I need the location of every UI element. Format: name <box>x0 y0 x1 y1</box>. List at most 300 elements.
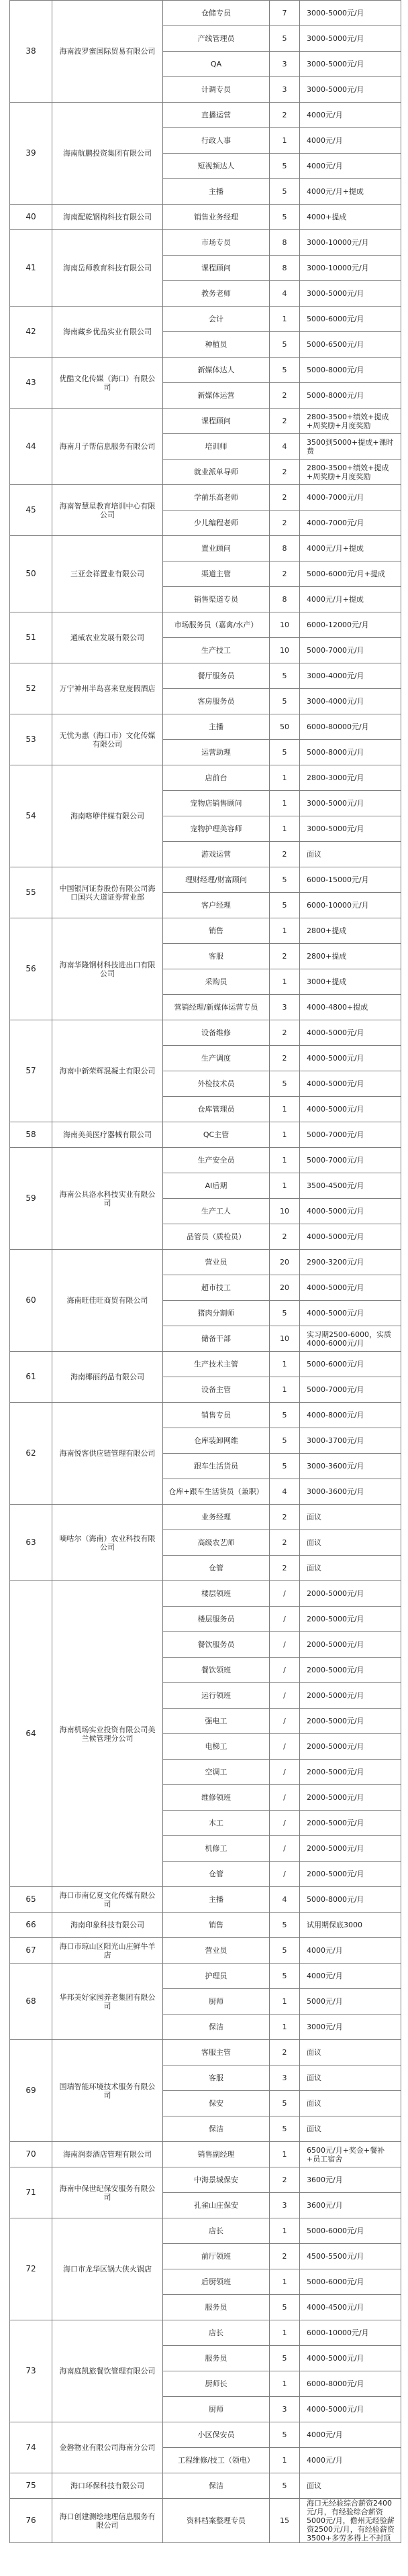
headcount-cell: 2 <box>270 944 300 969</box>
salary-cell: 面议 <box>300 2473 401 2499</box>
position-cell: 服务员 <box>163 2346 270 2371</box>
salary-cell: 海口无经验综合薪资2400元/月，有经验综合薪资5000元/月，儋州无经验薪资2500元/月，有经验薪资3500+多劳多得上不封顶 <box>300 2499 401 2543</box>
salary-cell: 4000-5000元/月 <box>300 1071 401 1097</box>
headcount-cell: 5 <box>270 26 300 52</box>
table-row <box>10 1964 401 1989</box>
position-cell: 营销经理/新媒体运营专员 <box>163 995 270 1020</box>
salary-cell: 3000-5000元/月 <box>300 26 401 52</box>
position-cell: 种植员 <box>163 332 270 358</box>
headcount-cell: 5 <box>270 358 300 383</box>
salary-cell: 4000元/月+提成 <box>300 536 401 561</box>
salary-cell: 3500-4500元/月 <box>300 1173 401 1199</box>
position-cell: AI后期 <box>163 1173 270 1199</box>
headcount-cell: 2 <box>270 2244 300 2269</box>
headcount-cell: / <box>270 1734 300 1760</box>
position-cell: 孔雀山庄保安 <box>163 2193 270 2218</box>
headcount-cell: 1 <box>270 2448 300 2473</box>
salary-cell: 试用期保底3000 <box>300 1913 401 1938</box>
company-name-cell: 海南旺佳旺商贸有限公司 <box>52 1250 163 1352</box>
salary-cell: 面议 <box>300 1556 401 1581</box>
company-name-cell: 海南月子帮信息服务有限公司 <box>52 409 163 485</box>
position-cell: 学前乐高老师 <box>163 485 270 511</box>
position-cell: 游戏运营 <box>163 842 270 867</box>
position-cell: 楼层领班 <box>163 1581 270 1607</box>
position-cell: 设备维修 <box>163 1020 270 1046</box>
table-row <box>10 2142 401 2167</box>
position-cell: 生产技工 <box>163 638 270 663</box>
headcount-cell: 5 <box>270 1301 300 1326</box>
position-cell: 储备干部 <box>163 1326 270 1352</box>
position-cell: 教务老师 <box>163 281 270 307</box>
position-cell: 店长 <box>163 2218 270 2244</box>
headcount-cell: 1 <box>270 1097 300 1122</box>
salary-cell: 2000-5000元/月 <box>300 1811 401 1836</box>
headcount-cell: 2 <box>270 485 300 511</box>
position-cell: 新媒体达人 <box>163 358 270 383</box>
salary-cell: 3000-5000元/月 <box>300 77 401 103</box>
table-row <box>10 307 401 332</box>
table-row <box>10 1148 401 1173</box>
row-number-cell: 56 <box>10 918 52 1020</box>
row-number-cell: 66 <box>10 1913 52 1938</box>
salary-cell: 3000-3700元/月 <box>300 1428 401 1454</box>
position-cell: 仓库+跟车生活货员（兼职） <box>163 1479 270 1505</box>
position-cell: 厨师长 <box>163 2371 270 2397</box>
salary-cell: 2900-3200元/月 <box>300 1250 401 1275</box>
position-cell: 资料档案整理专员 <box>163 2499 270 2543</box>
headcount-cell: 1 <box>270 2371 300 2397</box>
salary-cell: 2000-5000元/月 <box>300 1836 401 1862</box>
headcount-cell: 2 <box>270 511 300 536</box>
table-row <box>10 409 401 434</box>
company-name-cell: 海南配乾钢构科技有限公司 <box>52 205 163 230</box>
company-name-cell: 海南中新荣辉混凝土有限公司 <box>52 1020 163 1122</box>
salary-cell: 4000元/月 <box>300 1938 401 1964</box>
position-cell: 维修领班 <box>163 1785 270 1811</box>
salary-cell: 4000-4800+提成 <box>300 995 401 1020</box>
table-row <box>10 1913 401 1938</box>
headcount-cell: 1 <box>270 816 300 842</box>
position-cell: 宠物店销售顾问 <box>163 791 270 816</box>
position-cell: 主播 <box>163 714 270 740</box>
headcount-cell: 2 <box>270 1505 300 1530</box>
row-number-cell: 41 <box>10 230 52 307</box>
headcount-cell: 1 <box>270 307 300 332</box>
row-number-cell: 40 <box>10 205 52 230</box>
position-cell: 餐厅服务员 <box>163 663 270 689</box>
row-number-cell: 54 <box>10 765 52 867</box>
headcount-cell: / <box>270 1811 300 1836</box>
salary-cell: 3000-5000元/月 <box>300 281 401 307</box>
headcount-cell: 2 <box>270 103 300 128</box>
position-cell: 店长 <box>163 2320 270 2346</box>
position-cell: 行政人事 <box>163 128 270 154</box>
salary-cell: 5000-6000元/月 <box>300 2218 401 2244</box>
headcount-cell: 5 <box>270 1964 300 1989</box>
company-name-cell: 金磐物业有限公司海南分公司 <box>52 2422 163 2473</box>
position-cell: 服务员 <box>163 2295 270 2320</box>
position-cell: 超市技工 <box>163 1275 270 1301</box>
position-cell: 空调工 <box>163 1760 270 1785</box>
company-name-cell: 国瑞智能环境技术服务有限公司 <box>52 2040 163 2142</box>
position-cell: 电梯工 <box>163 1734 270 1760</box>
row-number-cell: 39 <box>10 103 52 205</box>
salary-cell: 面议 <box>300 2040 401 2065</box>
row-number-cell: 60 <box>10 1250 52 1352</box>
salary-cell: 2000-5000元/月 <box>300 1658 401 1683</box>
salary-cell: 3000-5000元/月 <box>300 791 401 816</box>
position-cell: 运行领班 <box>163 1683 270 1709</box>
row-number-cell: 62 <box>10 1403 52 1505</box>
row-number-cell: 52 <box>10 663 52 714</box>
headcount-cell: 1 <box>270 918 300 944</box>
position-cell: 少儿编程老师 <box>163 511 270 536</box>
salary-cell: 面议 <box>300 2091 401 2116</box>
row-number-cell: 65 <box>10 1887 52 1913</box>
headcount-cell: 1 <box>270 2142 300 2167</box>
position-cell: 高级农艺师 <box>163 1530 270 1556</box>
salary-cell: 2800-3000元/月 <box>300 765 401 791</box>
row-number-cell: 57 <box>10 1020 52 1122</box>
company-name-cell: 海南机场实业投资有限公司美兰候管理分公司 <box>52 1581 163 1887</box>
company-name-cell: 海南庭凯旅餐饮管理有限公司 <box>52 2320 163 2422</box>
salary-cell: 4000-5000元/月 <box>300 1199 401 1224</box>
headcount-cell: 5 <box>270 2473 300 2499</box>
table-row <box>10 2040 401 2065</box>
position-cell: 销售 <box>163 1913 270 1938</box>
position-cell: 设备主管 <box>163 1377 270 1403</box>
table-row <box>10 714 401 740</box>
position-cell: 护理员 <box>163 1964 270 1989</box>
position-cell: 机修工 <box>163 1836 270 1862</box>
row-number-cell: 42 <box>10 307 52 358</box>
salary-cell: 3000-10000元/月 <box>300 256 401 281</box>
headcount-cell: 2 <box>270 561 300 587</box>
table-row <box>10 1938 401 1964</box>
headcount-cell: 2 <box>270 842 300 867</box>
position-cell: 生产安全员 <box>163 1148 270 1173</box>
salary-cell: 2000-5000元/月 <box>300 1709 401 1734</box>
table-row <box>10 536 401 561</box>
position-cell: 销售业务经理 <box>163 205 270 230</box>
company-name-cell: 海南咯咿伴媒有限公司 <box>52 765 163 867</box>
salary-cell: 面议 <box>300 2116 401 2142</box>
position-cell: 保洁 <box>163 2473 270 2499</box>
salary-cell: 4000元/月 <box>300 154 401 179</box>
company-name-cell: 优酷文化传媒（海口）有限公司 <box>52 358 163 409</box>
headcount-cell: 5 <box>270 2116 300 2142</box>
position-cell: 楼层服务员 <box>163 1607 270 1632</box>
table-row <box>10 205 401 230</box>
position-cell: 客服 <box>163 944 270 969</box>
salary-cell: 3000-4000元/月 <box>300 663 401 689</box>
position-cell: 仓库管理员 <box>163 1097 270 1122</box>
position-cell: 新媒体运营 <box>163 383 270 409</box>
position-cell: 运营助理 <box>163 740 270 765</box>
headcount-cell: 10 <box>270 1326 300 1352</box>
salary-cell: 5000元/月 <box>300 1989 401 2015</box>
position-cell: 跟车生活货员 <box>163 1454 270 1479</box>
row-number-cell: 76 <box>10 2499 52 2543</box>
headcount-cell: 5 <box>270 1454 300 1479</box>
row-number-cell: 59 <box>10 1148 52 1250</box>
headcount-cell: 2 <box>270 1046 300 1071</box>
position-cell: 销售渠道专员 <box>163 587 270 612</box>
position-cell: 工程维修/技工（领电） <box>163 2448 270 2473</box>
headcount-cell: 5 <box>270 2422 300 2448</box>
company-name-cell: 海南岳师教育科技有限公司 <box>52 230 163 307</box>
table-row <box>10 2167 401 2193</box>
headcount-cell: 5 <box>270 2091 300 2116</box>
salary-cell: 5000-8000元/月 <box>300 383 401 409</box>
company-name-cell: 海口市南亿夏文化传媒有限公司 <box>52 1887 163 1913</box>
table-row <box>10 1250 401 1275</box>
position-cell: 保安 <box>163 2091 270 2116</box>
headcount-cell: 1 <box>270 1122 300 1148</box>
salary-cell: 4000-5000元/月 <box>300 2346 401 2371</box>
table-row <box>10 358 401 383</box>
headcount-cell: 5 <box>270 2295 300 2320</box>
headcount-cell: 2 <box>270 1020 300 1046</box>
row-number-cell: 63 <box>10 1505 52 1581</box>
headcount-cell: 4 <box>270 434 300 460</box>
table-row <box>10 2422 401 2448</box>
position-cell: 市场专员 <box>163 230 270 256</box>
salary-cell: 3000-10000元/月 <box>300 230 401 256</box>
salary-cell: 2000-5000元/月 <box>300 1760 401 1785</box>
headcount-cell: 2 <box>270 1530 300 1556</box>
position-cell: 仓管 <box>163 1556 270 1581</box>
position-cell: 培训师 <box>163 434 270 460</box>
headcount-cell: 5 <box>270 1938 300 1964</box>
row-number-cell: 61 <box>10 1352 52 1403</box>
headcount-cell: 5 <box>270 1071 300 1097</box>
salary-cell: 3500到5000+提成+课时费 <box>300 434 401 460</box>
position-cell: 课程顾问 <box>163 256 270 281</box>
headcount-cell: 7 <box>270 1 300 26</box>
company-name-cell: 华邦美好家园养老集团有限公司 <box>52 1964 163 2040</box>
company-name-cell: 海南美美医疗器械有限公司 <box>52 1122 163 1148</box>
salary-cell: 5000-6000元/月 <box>300 2269 401 2295</box>
salary-cell: 4000元/月 <box>300 1964 401 1989</box>
position-cell: 仓管 <box>163 1862 270 1887</box>
salary-cell: 4000元/月 <box>300 2422 401 2448</box>
salary-cell: 4000元/月 <box>300 103 401 128</box>
salary-cell: 4000元/月+提成 <box>300 587 401 612</box>
company-name-cell: 海南公具洛水科技实业有限公司 <box>52 1148 163 1250</box>
salary-cell: 5000-8000元/月 <box>300 1887 401 1913</box>
salary-cell: 4000-5000元/月 <box>300 2397 401 2422</box>
position-cell: 仓储专员 <box>163 1 270 26</box>
table-row <box>10 2499 401 2543</box>
row-number-cell: 68 <box>10 1964 52 2040</box>
headcount-cell: 10 <box>270 638 300 663</box>
row-number-cell: 75 <box>10 2473 52 2499</box>
headcount-cell: 20 <box>270 1275 300 1301</box>
position-cell: 厨师 <box>163 1989 270 2015</box>
position-cell: 宠物护理美容师 <box>163 816 270 842</box>
salary-cell: 4000-7000元/月 <box>300 511 401 536</box>
table-row <box>10 663 401 689</box>
headcount-cell: 2 <box>270 1556 300 1581</box>
salary-cell: 实习期2500-6000，实质4000-6000元/月 <box>300 1326 401 1352</box>
headcount-cell: / <box>270 1658 300 1683</box>
salary-cell: 2000-5000元/月 <box>300 1862 401 1887</box>
position-cell: 餐饮服务员 <box>163 1632 270 1658</box>
table-row <box>10 867 401 893</box>
position-cell: QA <box>163 52 270 77</box>
salary-cell: 6000-8000元/月 <box>300 2371 401 2397</box>
position-cell: 短视频达人 <box>163 154 270 179</box>
salary-cell: 2000-5000元/月 <box>300 1632 401 1658</box>
headcount-cell: / <box>270 1836 300 1862</box>
headcount-cell: 1 <box>270 2218 300 2244</box>
headcount-cell: 15 <box>270 2499 300 2543</box>
position-cell: 客服 <box>163 2065 270 2091</box>
salary-cell: 3000-3600元/月 <box>300 1479 401 1505</box>
company-name-cell: 海南智慧星教育培训中心有限公司 <box>52 485 163 536</box>
row-number-cell: 70 <box>10 2142 52 2167</box>
headcount-cell: 1 <box>270 1352 300 1377</box>
table-row <box>10 1 401 26</box>
salary-cell: 4000-4500元/月 <box>300 2295 401 2320</box>
table-row <box>10 918 401 944</box>
salary-cell: 3000-5000元/月 <box>300 1 401 26</box>
headcount-cell: 5 <box>270 205 300 230</box>
position-cell: 会计 <box>163 307 270 332</box>
row-number-cell: 67 <box>10 1938 52 1964</box>
position-cell: 课程顾问 <box>163 409 270 434</box>
company-name-cell: 海口市龙华区锅大侠火锅店 <box>52 2218 163 2320</box>
headcount-cell: 8 <box>270 256 300 281</box>
position-cell: 强电工 <box>163 1709 270 1734</box>
headcount-cell: / <box>270 1581 300 1607</box>
position-cell: 主播 <box>163 179 270 205</box>
headcount-cell: 1 <box>270 969 300 995</box>
salary-cell: 4000-5000元/月 <box>300 1046 401 1071</box>
table-row <box>10 1020 401 1046</box>
table-row <box>10 765 401 791</box>
headcount-cell: 5 <box>270 1913 300 1938</box>
headcount-cell: 5 <box>270 689 300 714</box>
position-cell: 品管员（质检员） <box>163 1224 270 1250</box>
headcount-cell: 2 <box>270 409 300 434</box>
salary-cell: 3600元/月 <box>300 2167 401 2193</box>
table-row <box>10 485 401 511</box>
salary-cell: 4000元/月+提成 <box>300 179 401 205</box>
salary-cell: 2800-3500+绩效+提成+周奖励+月度奖励 <box>300 409 401 434</box>
salary-cell: 5000-8000元/月 <box>300 740 401 765</box>
table-row <box>10 2320 401 2346</box>
position-cell: 店前台 <box>163 765 270 791</box>
headcount-cell: / <box>270 1709 300 1734</box>
table-row <box>10 1403 401 1428</box>
position-cell: 销售副经理 <box>163 2142 270 2167</box>
headcount-cell: 3 <box>270 52 300 77</box>
company-name-cell: 海南航鹏投资集团有限公司 <box>52 103 163 205</box>
headcount-cell: 1 <box>270 2269 300 2295</box>
row-number-cell: 50 <box>10 536 52 612</box>
headcount-cell: 1 <box>270 1989 300 2015</box>
salary-cell: 2000-5000元/月 <box>300 1581 401 1607</box>
position-cell: 产线管理员 <box>163 26 270 52</box>
headcount-cell: 1 <box>270 765 300 791</box>
position-cell: 客房服务员 <box>163 689 270 714</box>
row-number-cell: 53 <box>10 714 52 765</box>
position-cell: 保洁 <box>163 2015 270 2040</box>
position-cell: 猪肉分割师 <box>163 1301 270 1326</box>
headcount-cell: 2 <box>270 460 300 485</box>
row-number-cell: 73 <box>10 2320 52 2422</box>
headcount-cell: / <box>270 1683 300 1709</box>
row-number-cell: 72 <box>10 2218 52 2320</box>
salary-cell: 面议 <box>300 1505 401 1530</box>
position-cell: 直播运营 <box>163 103 270 128</box>
salary-cell: 6000-80000元/月 <box>300 714 401 740</box>
salary-cell: 2000-5000元/月 <box>300 1683 401 1709</box>
headcount-cell: / <box>270 1760 300 1785</box>
headcount-cell: 5 <box>270 663 300 689</box>
headcount-cell: 5 <box>270 1403 300 1428</box>
table-row <box>10 230 401 256</box>
salary-cell: 4000+提成 <box>300 205 401 230</box>
position-cell: 生产技术主管 <box>163 1352 270 1377</box>
salary-cell: 5000-7000元/月 <box>300 1377 401 1403</box>
row-number-cell: 58 <box>10 1122 52 1148</box>
salary-cell: 面议 <box>300 842 401 867</box>
company-name-cell: 海南悦客供应链管理有限公司 <box>52 1403 163 1505</box>
salary-cell: 6500元/月+奖金+餐补+员工宿舍 <box>300 2142 401 2167</box>
salary-cell: 2800+提成 <box>300 918 401 944</box>
headcount-cell: 10 <box>270 1199 300 1224</box>
position-cell: 销售专员 <box>163 1403 270 1428</box>
table-row <box>10 1887 401 1913</box>
salary-cell: 2000-5000元/月 <box>300 1607 401 1632</box>
position-cell: 理财经理/财富顾问 <box>163 867 270 893</box>
salary-cell: 3000-5000元/月 <box>300 52 401 77</box>
position-cell: 客服主管 <box>163 2040 270 2065</box>
row-number-cell: 64 <box>10 1581 52 1887</box>
headcount-cell: 1 <box>270 2015 300 2040</box>
salary-cell: 4000-5000元/月 <box>300 1301 401 1326</box>
headcount-cell: 4 <box>270 1479 300 1505</box>
company-name-cell: 三亚金祥置业有限公司 <box>52 536 163 612</box>
company-name-cell: 海南润泰酒店管理有限公司 <box>52 2142 163 2167</box>
table-row <box>10 2473 401 2499</box>
salary-cell: 4000-5000元/月 <box>300 1224 401 1250</box>
headcount-cell: 3 <box>270 2065 300 2091</box>
headcount-cell: 1 <box>270 1148 300 1173</box>
salary-cell: 4000元/月 <box>300 2448 401 2473</box>
position-cell: 保洁 <box>163 2116 270 2142</box>
headcount-cell: 1 <box>270 1377 300 1403</box>
headcount-cell: 1 <box>270 128 300 154</box>
row-number-cell: 38 <box>10 1 52 103</box>
salary-cell: 5000-6500元/月 <box>300 332 401 358</box>
headcount-cell: 4 <box>270 281 300 307</box>
salary-cell: 5000-6000元/月+提成 <box>300 561 401 587</box>
position-cell: 中海景城保安 <box>163 2167 270 2193</box>
position-cell: 外检技术员 <box>163 1071 270 1097</box>
headcount-cell: 5 <box>270 893 300 918</box>
headcount-cell: 5 <box>270 1428 300 1454</box>
position-cell: 营业员 <box>163 1250 270 1275</box>
headcount-cell: 8 <box>270 536 300 561</box>
row-number-cell: 44 <box>10 409 52 485</box>
company-name-cell: 海南中保世纪保安服务有限公司 <box>52 2167 163 2218</box>
salary-cell: 3000-3600元/月 <box>300 1454 401 1479</box>
table-row <box>10 1505 401 1530</box>
